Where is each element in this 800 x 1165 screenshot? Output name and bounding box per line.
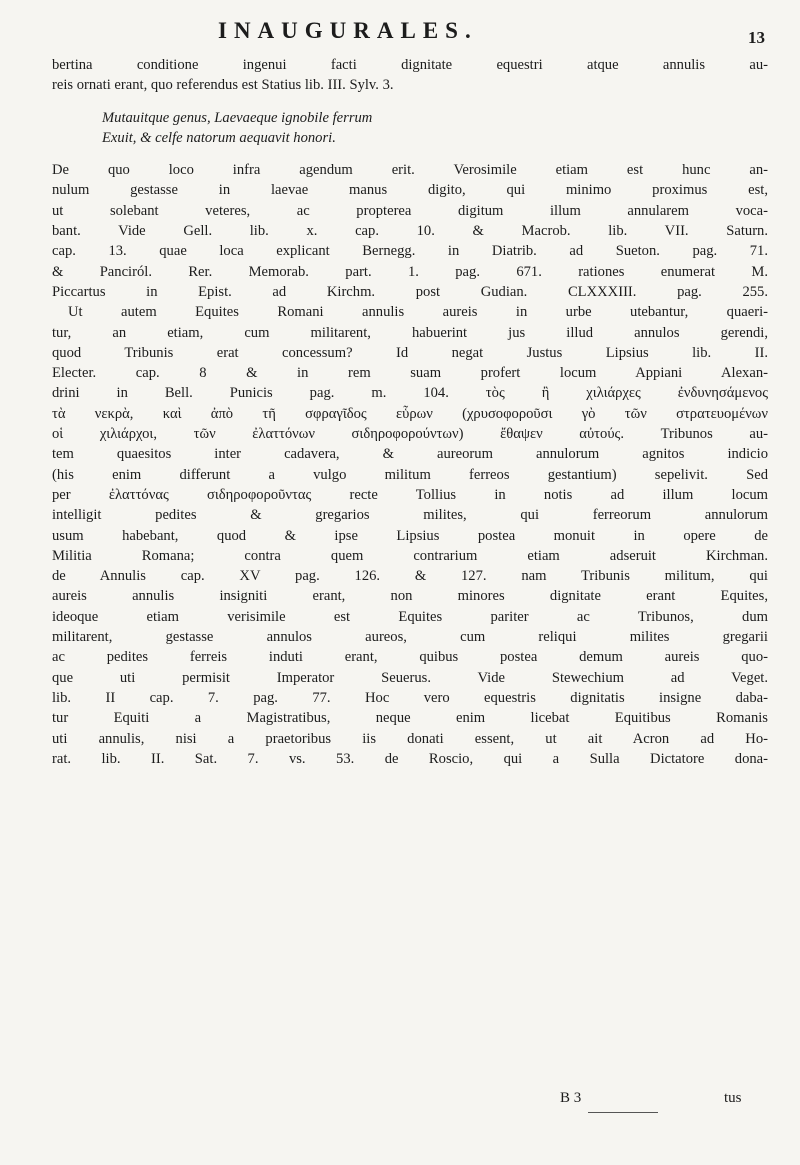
text-line: tur Equiti a Magistratibus, neque enim licebat Equitibus Romanis [52,710,768,727]
text-line: quod Tribunis erat concessum? Id negat Justus Lipsius lib. II. [52,344,768,361]
text-line: ut solebant veteres, ac propterea digitum illum annularem voca- [52,202,768,219]
text-line: nulum gestasse in laevae manus digito, qui minimo proximus est, [52,182,768,199]
page-header [0,18,800,58]
text-line: usum habebant, quod & ipse Lipsius postea monuit in opere de [52,527,768,544]
text-line: rat. lib. II. Sat. 7. vs. 53. de Roscio, qui a Sulla Dictatore dona- [52,750,768,767]
verse-line: Mutauitque genus, Laevaeque ignobile ferrum [102,109,373,126]
page-number: 13 [748,28,765,47]
main-text [52,55,768,769]
greek-line: οἱ χιλιάρχοι, τῶν ἐλαττόνων σιδηροφορούντων) ἔθαψεν αὐτούς. Tribunos au- [52,426,768,443]
verse-line: Exuit, & celfe natorum aequavit honori. [102,129,336,146]
text-line: per ἐλαττόνας σιδηροφοροῦντας recte Tollius in notis ad illum locum [52,486,768,503]
text-line: Ut autem Equites Romani annulis aureis in urbe utebantur, quaeri- [68,304,768,321]
catchword: tus [724,1090,742,1106]
text-line: reis ornati erant, quo referendus est Statius lib. III. Sylv. 3. [52,77,394,94]
verse-quote [52,108,768,149]
text-line: ac pedites ferreis induti erant, quibus postea demum aureis quo- [52,649,768,666]
running-title: INAUGURALES. [218,18,478,43]
text-line: Militia Romana; contra quem contrarium etiam adseruit Kirchman. [52,547,768,564]
text-line: uti annulis, nisi a praetoribus iis donati essent, ut ait Acron ad Ho- [52,730,768,747]
text-line: (his enim differunt a vulgo militum ferreos gestantium) sepelivit. Sed [52,466,768,483]
greek-line: τὰ νεκρὰ, καὶ ἀπὸ τῆ σφραγῖδος εὗρων (χρυσοφοροῦσι γὸ τῶν στρατευομένων [52,405,768,422]
text-line: bant. Vide Gell. lib. x. cap. 10. & Macrob. lib. VII. Saturn. [52,223,768,240]
text-line: de Annulis cap. XV pag. 126. & 127. nam Tribunis militum, qui [52,568,768,585]
text-line: lib. II cap. 7. pag. 77. Hoc vero equestris dignitatis insigne daba- [52,689,768,706]
text-line: aureis annulis insigniti erant, non minores dignitate erant Equites, [52,588,768,605]
text-line: & Panciról. Rer. Memorab. part. 1. pag. 671. rationes enumerat M. [52,263,768,280]
text-line: De quo loco infra agendum erit. Verosimile etiam est hunc an- [52,162,768,179]
text-line: tur, an etiam, cum militarent, habuerint jus illud annulos gerendi, [52,324,768,341]
text-line: ideoque etiam verisimile est Equites pariter ac Tribunos, dum [52,608,768,625]
text-line: Electer. cap. 8 & in rem suam profert locum Appiani Alexan- [52,365,768,382]
signature-rule [588,1112,658,1113]
text-line: tem quaesitos inter cadavera, & aureorum annulorum agnitos indicio [52,446,768,463]
text-line: que uti permisit Imperator Seuerus. Vide Stewechium ad Veget. [52,669,768,686]
text-line: militarent, gestasse annulos aureos, cum reliqui milites gregarii [52,629,768,646]
text-line: drini in Bell. Punicis pag. m. 104. τὸς ἢ χιλιάρχες ἐνδυνησάμενος [52,385,768,402]
text-line: bertina conditione ingenui facti dignitate equestri atque annulis au- [52,57,768,73]
signature-mark: B 3 [560,1090,582,1106]
text-line: cap. 13. quae loca explicant Bernegg. in Diatrib. ad Sueton. pag. 71. [52,243,768,260]
text-line: Piccartus in Epist. ad Kirchm. post Gudian. CLXXXIII. pag. 255. [52,283,768,300]
text-line: intelligit pedites & gregarios milites, qui ferreorum annulorum [52,507,768,524]
